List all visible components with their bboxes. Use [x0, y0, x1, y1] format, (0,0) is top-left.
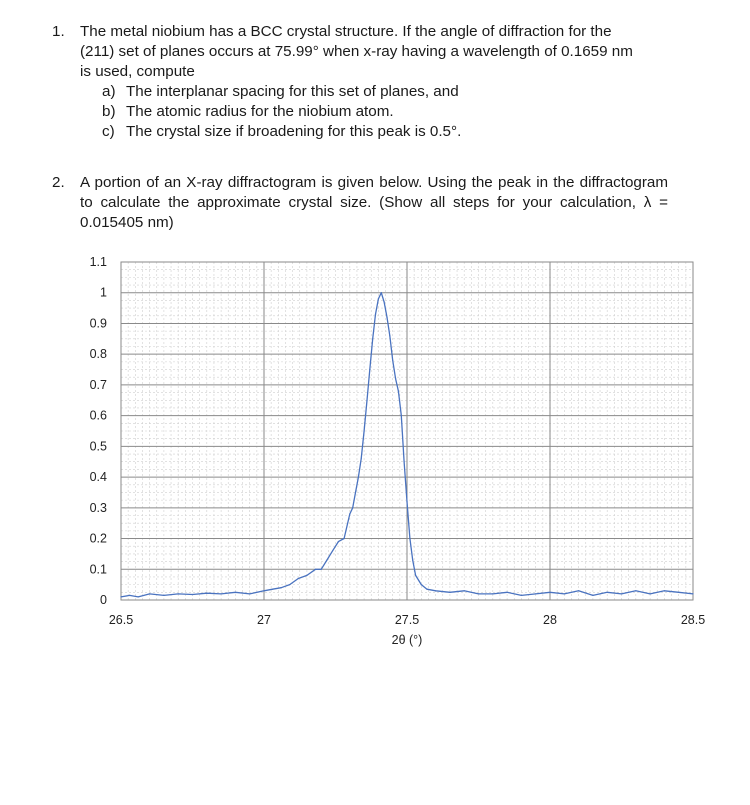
data-point	[492, 593, 493, 594]
data-point	[435, 590, 436, 591]
data-point	[321, 569, 322, 570]
question-1-line: (211) set of planes occurs at 75.99° when x-ray having a wavelength of 0.1659 nm	[80, 43, 633, 60]
data-point	[349, 513, 350, 514]
data-point	[389, 335, 390, 336]
data-point	[163, 595, 164, 596]
data-point	[149, 593, 150, 594]
x-tick-label: 28	[543, 613, 557, 627]
data-point	[549, 592, 550, 593]
y-tick-label: 1	[100, 285, 107, 300]
data-point	[326, 560, 327, 561]
data-point	[650, 593, 651, 594]
y-tick-label: 0.7	[89, 377, 107, 392]
data-point	[592, 595, 593, 596]
x-tick-label: 27.5	[394, 613, 420, 627]
data-point	[298, 578, 299, 579]
y-tick-label: 1.1	[89, 255, 107, 269]
part-label: c)	[102, 123, 115, 140]
x-tick-label: 28.5	[680, 613, 706, 627]
data-point	[355, 492, 356, 493]
data-point	[521, 595, 522, 596]
data-point	[381, 292, 382, 293]
data-point	[364, 430, 365, 431]
data-point	[263, 590, 264, 591]
data-point	[386, 317, 387, 318]
y-tick-label: 0.2	[89, 531, 107, 546]
data-point	[281, 587, 282, 588]
data-point	[344, 538, 345, 539]
x-tick-label: 27	[257, 613, 271, 627]
data-point	[249, 593, 250, 594]
data-point	[409, 538, 410, 539]
data-point	[412, 560, 413, 561]
y-tick-label: 0.5	[89, 439, 107, 454]
data-point	[235, 592, 236, 593]
data-point	[338, 541, 339, 542]
data-point	[272, 589, 273, 590]
question-1-line: The metal niobium has a BCC crystal structure. If the angle of diffraction for the	[80, 23, 612, 40]
data-point	[564, 593, 565, 594]
data-point	[289, 584, 290, 585]
question-1-line: is used, compute	[80, 63, 195, 80]
y-tick-label: 0.6	[89, 408, 107, 423]
data-point	[315, 569, 316, 570]
data-point	[366, 400, 367, 401]
data-point	[478, 593, 479, 594]
data-point	[421, 584, 422, 585]
data-point	[384, 301, 385, 302]
data-point	[406, 501, 407, 502]
data-point	[664, 590, 665, 591]
data-point	[206, 593, 207, 594]
data-point	[401, 415, 402, 416]
data-point	[192, 594, 193, 595]
data-point	[332, 550, 333, 551]
data-point	[449, 592, 450, 593]
data-point	[306, 575, 307, 576]
question-1-number: 1.	[52, 23, 65, 40]
data-point	[621, 593, 622, 594]
question-2-number: 2.	[52, 174, 65, 191]
y-tick-label: 0.4	[89, 470, 107, 485]
data-point	[635, 590, 636, 591]
part-text: The crystal size if broadening for this peak is 0.5°.	[126, 123, 462, 140]
part-label: b)	[102, 103, 116, 120]
data-point	[535, 593, 536, 594]
part-text: The interplanar spacing for this set of planes, and	[126, 83, 459, 100]
y-tick-label: 0.1	[89, 562, 107, 577]
data-point	[578, 590, 579, 591]
data-point	[352, 507, 353, 508]
x-tick-label: 26.5	[108, 613, 134, 627]
data-point	[378, 298, 379, 299]
data-point	[375, 314, 376, 315]
y-tick-label: 0.9	[89, 316, 107, 331]
data-point	[415, 575, 416, 576]
y-tick-label: 0.8	[89, 347, 107, 362]
data-point	[221, 593, 222, 594]
data-point	[678, 592, 679, 593]
data-point	[361, 458, 362, 459]
data-point	[372, 338, 373, 339]
data-point	[120, 596, 121, 597]
part-text: The atomic radius for the niobium atom.	[126, 103, 394, 120]
data-point	[404, 461, 405, 462]
data-point	[129, 595, 130, 596]
data-point	[692, 593, 693, 594]
question-2-text: A portion of an X-ray diffractogram is given below. Using the peak in the diffractogram to calculate the approximate crystal size. (Show all steps for your calculation, λ = 0.015405 nm)	[80, 174, 668, 231]
data-point	[398, 391, 399, 392]
data-point	[607, 592, 608, 593]
data-point	[392, 360, 393, 361]
x-axis-label: 2θ (°)	[391, 633, 423, 647]
data-point	[426, 589, 427, 590]
data-point	[358, 477, 359, 478]
data-point	[138, 596, 139, 597]
y-tick-label: 0.3	[89, 500, 107, 515]
data-point	[464, 590, 465, 591]
data-point	[178, 593, 179, 594]
part-label: a)	[102, 83, 116, 100]
y-tick-label: 0	[100, 593, 107, 607]
data-point	[395, 378, 396, 379]
data-point	[369, 369, 370, 370]
data-point	[507, 592, 508, 593]
